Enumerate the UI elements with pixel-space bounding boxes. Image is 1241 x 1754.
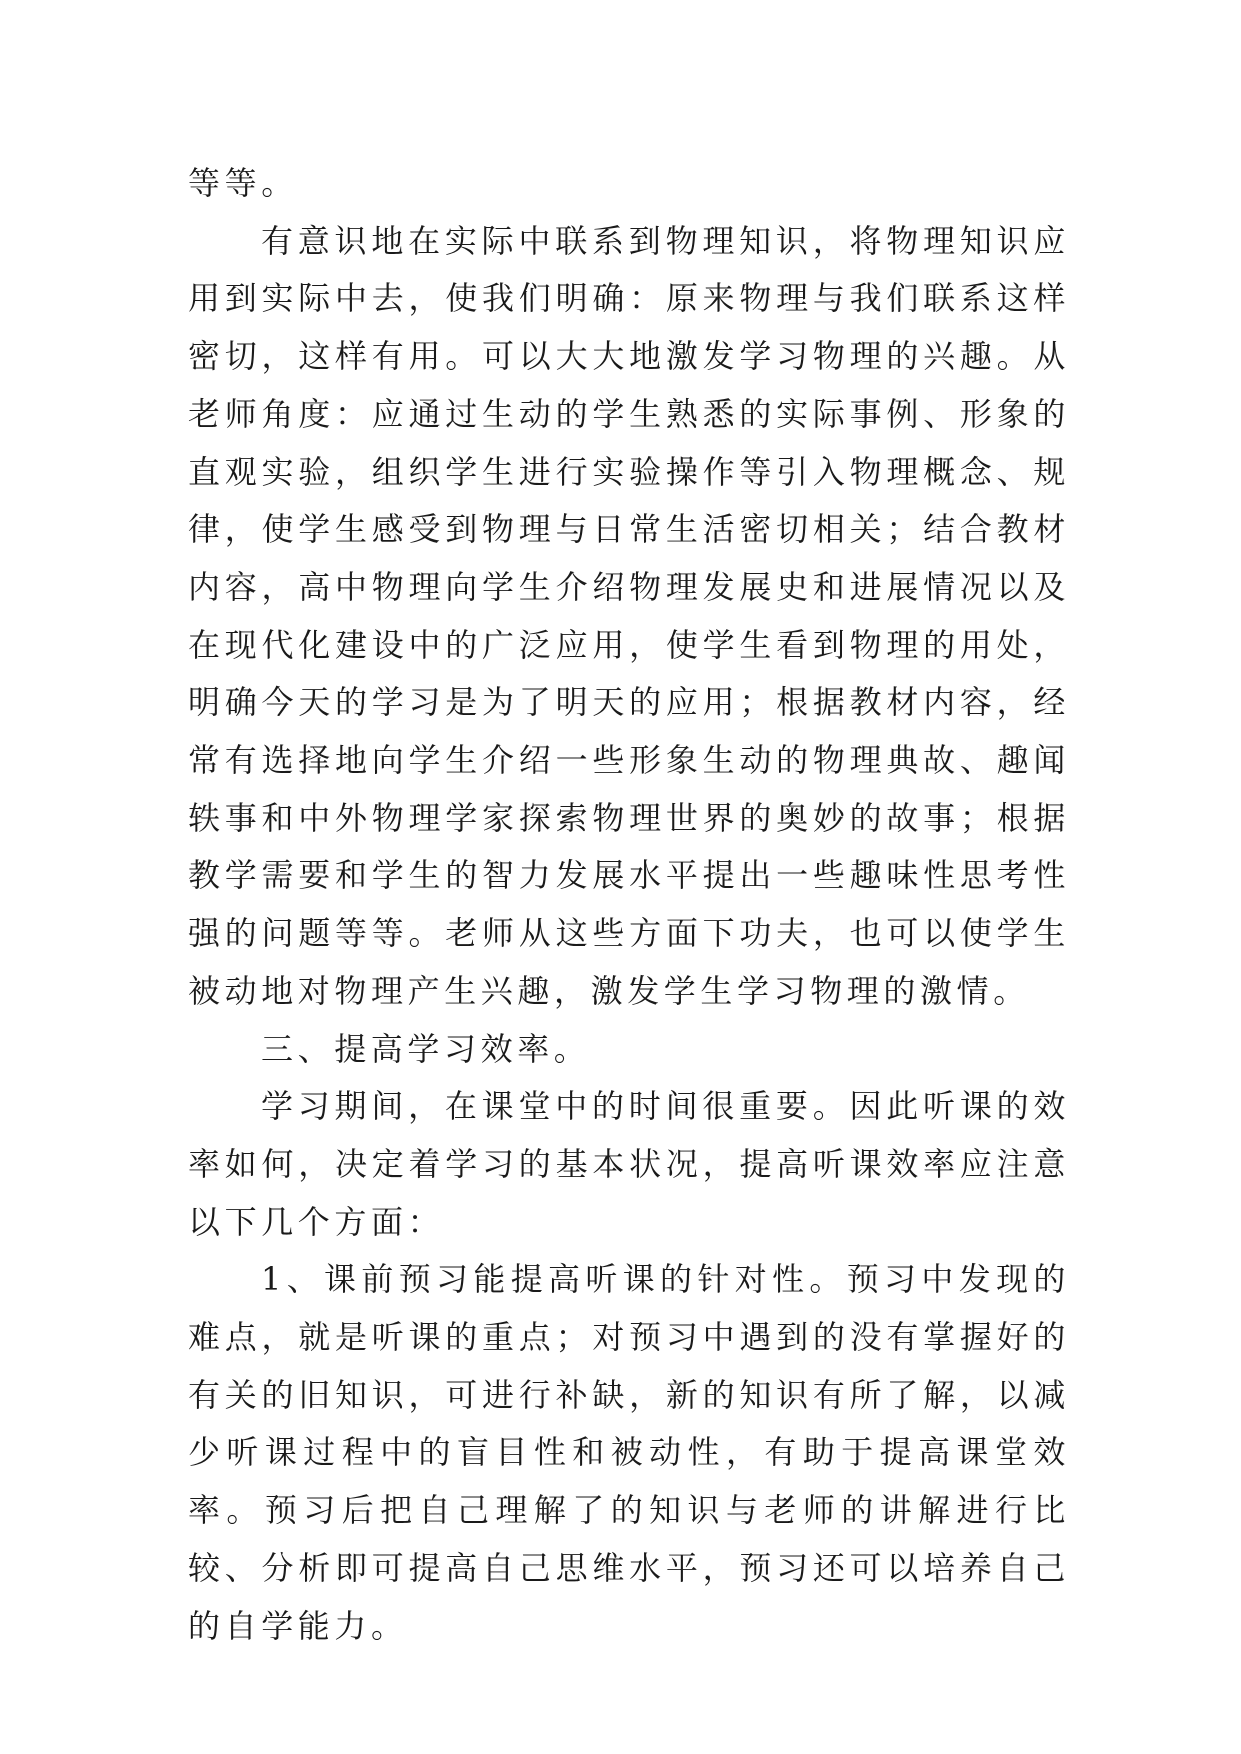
paragraph-continuation: 等等。	[188, 164, 298, 202]
body-text	[188, 155, 1070, 1655]
paragraph-class-time: 学习期间，在课堂中的时间很重要。因此听课的效率如何，决定着学习的基本状况，提高听课效率应注意以下几个方面：	[188, 1087, 1070, 1241]
paragraph-preview: 1、课前预习能提高听课的针对性。预习中发现的难点，就是听课的重点；对预习中遇到的没有掌握好的有关的旧知识，可进行补缺，新的知识有所了解，以减少听课过程中的盲目性和被动性，有助于提高课堂效率。预习后把自己理解了的知识与老师的讲解进行比较、分析即可提高自己思维水平，预习还可以培养自己的自学能力。	[188, 1260, 1070, 1645]
section-heading-efficiency: 三、提高学习效率。	[261, 1029, 591, 1068]
paragraph-physics-interest: 有意识地在实际中联系到物理知识，将物理知识应用到实际中去，使我们明确：原来物理与我们联系这样密切，这样有用。可以大大地激发学习物理的兴趣。从老师角度：应通过生动的学生熟悉的实际事例、形象的直观实验，组织学生进行实验操作等引入物理概念、规律，使学生感受到物理与日常生活密切相关；结合教材内容，高中物理向学生介绍物理发展史和进展情况以及在现代化建设中的广泛应用，使学生看到物理的用处，明确今天的学习是为了明天的应用；根据教材内容，经常有选择地向学生介绍一些形象生动的物理典故、趣闻轶事和中外物理学家探索物理世界的奥妙的故事；根据教学需要和学生的智力发展水平提出一些趣味性思考性强的问题等等。老师从这些方面下功夫，也可以使学生被动地对物理产生兴趣，激发学生学习物理的激情。	[188, 221, 1070, 1010]
